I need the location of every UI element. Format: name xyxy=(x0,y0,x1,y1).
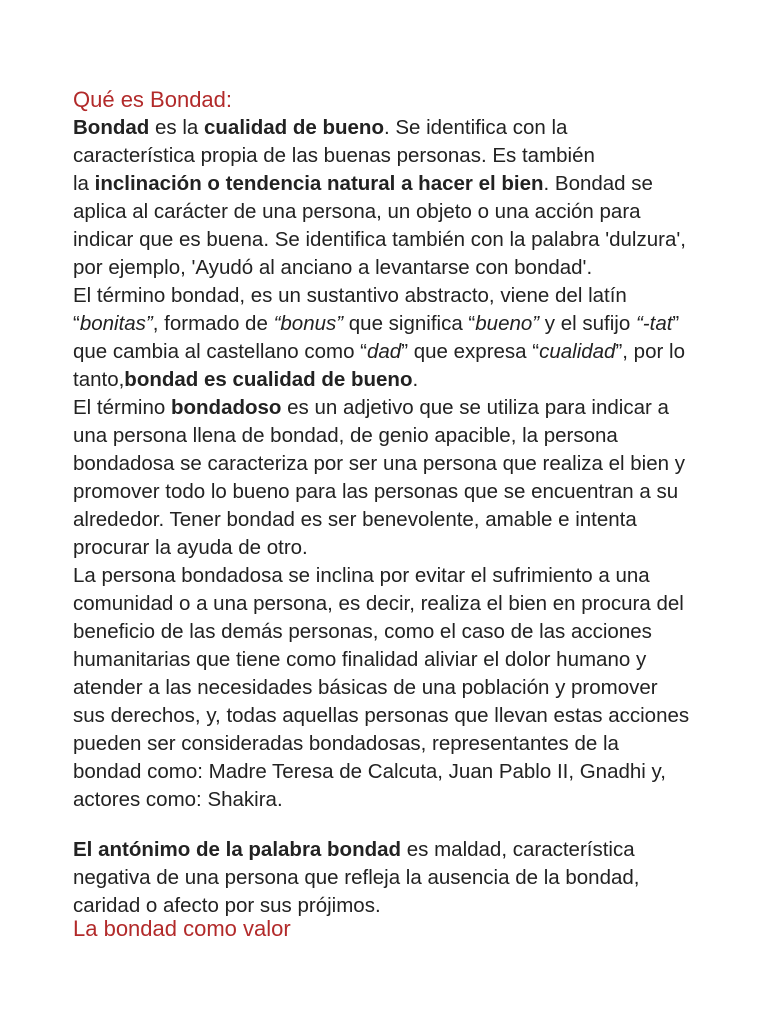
text-run: . Se identifica con la xyxy=(383,116,568,139)
section-heading-kindness-as-value: La bondad como valor xyxy=(73,916,291,941)
text-run: . Bondad se xyxy=(543,172,653,195)
text-line xyxy=(73,310,768,338)
text-line xyxy=(73,170,768,198)
italic-text: cualidad xyxy=(539,340,616,363)
text-run: aplica al carácter de una persona, un objeto o una acción para xyxy=(73,200,641,223)
text-run: ” que expresa “ xyxy=(401,340,540,363)
text-line xyxy=(73,562,768,590)
text-run: . xyxy=(412,368,419,391)
bold-text: El antónimo de la palabra bondad xyxy=(73,838,402,861)
text-line xyxy=(73,282,768,310)
text-run: una persona llena de bondad, de genio apacible, la persona xyxy=(73,424,618,447)
italic-text: dad xyxy=(367,340,402,363)
italic-text: “bonus” xyxy=(273,312,344,335)
text-line xyxy=(73,142,768,170)
text-run: es la xyxy=(149,116,204,139)
text-line xyxy=(73,450,768,478)
text-line xyxy=(73,674,768,702)
text-run: beneficio de las demás personas, como el caso de las acciones xyxy=(73,620,652,643)
text-run: negativa de una persona que refleja la ausencia de la bondad, xyxy=(73,866,640,889)
text-run: El término bondad, es un sustantivo abstracto, viene del latín xyxy=(73,284,627,307)
bold-text: bondad es cualidad de bueno xyxy=(124,368,413,391)
text-run: alrededor. Tener bondad es ser benevolente, amable e intenta xyxy=(73,508,637,531)
text-run: bondad como: Madre Teresa de Calcuta, Juan Pablo II, Gnadhi y, xyxy=(73,760,666,783)
text-line xyxy=(73,394,768,422)
text-run: comunidad o a una persona, es decir, realiza el bien en procura del xyxy=(73,592,684,615)
text-line xyxy=(73,702,768,730)
text-line xyxy=(73,646,768,674)
text-line xyxy=(73,422,768,450)
text-line xyxy=(73,478,768,506)
text-run: promover todo lo bueno para las personas que se encuentran a su xyxy=(73,480,679,503)
text-run: que cambia al castellano como “ xyxy=(73,340,367,363)
text-run: pueden ser consideradas bondadosas, representantes de la xyxy=(73,732,619,755)
text-run: procurar la ayuda de otro. xyxy=(73,536,308,559)
text-line xyxy=(73,864,768,892)
text-line xyxy=(73,338,768,366)
text-run: atender a las necesidades básicas de una población y promover xyxy=(73,676,658,699)
text-run: El término xyxy=(73,396,171,419)
bold-text: inclinación o tendencia natural a hacer el bien xyxy=(94,172,544,195)
text-run: bondadosa se caracteriza por ser una persona que realiza el bien y xyxy=(73,452,685,475)
text-line xyxy=(73,534,768,562)
text-run: es maldad, característica xyxy=(401,838,635,861)
text-run: es un adjetivo que se utiliza para indicar a xyxy=(281,396,669,419)
text-run: por ejemplo, 'Ayudó al anciano a levantarse con bondad'. xyxy=(73,256,593,279)
text-run: caridad o afecto por sus prójimos. xyxy=(73,894,381,917)
text-line xyxy=(73,254,768,282)
italic-text: bonitas” xyxy=(79,312,153,335)
text-run: y el sufijo xyxy=(539,312,636,335)
text-run: sus derechos, y, todas aquellas personas que llevan estas acciones xyxy=(73,704,690,727)
italic-text: bueno” xyxy=(475,312,540,335)
text-run: “ xyxy=(73,312,80,335)
text-run: humanitarias que tiene como finalidad aliviar el dolor humano y xyxy=(73,648,647,671)
text-run: actores como: Shakira. xyxy=(73,788,283,811)
text-line xyxy=(73,730,768,758)
section-heading-what-is-kindness: Qué es Bondad: xyxy=(73,87,233,112)
text-line xyxy=(73,114,768,142)
text-line xyxy=(73,226,768,254)
text-run: la xyxy=(73,172,95,195)
text-line xyxy=(73,590,768,618)
paragraph-definition xyxy=(73,114,768,814)
text-line xyxy=(73,786,768,814)
paragraph-antonym xyxy=(73,836,768,920)
text-run: indicar que es buena. Se identifica también con la palabra 'dulzura', xyxy=(73,228,686,251)
italic-text: “-tat xyxy=(635,312,673,335)
bold-text: cualidad de bueno xyxy=(204,116,384,139)
text-line xyxy=(73,836,768,864)
text-line xyxy=(73,198,768,226)
text-run: ” xyxy=(672,312,680,335)
text-line xyxy=(73,506,768,534)
text-run: característica propia de las buenas personas. Es también xyxy=(73,144,595,167)
text-line xyxy=(73,618,768,646)
bold-text: Bondad xyxy=(73,116,150,139)
text-run: ”, por lo xyxy=(615,340,685,363)
text-line xyxy=(73,758,768,786)
text-run: que significa “ xyxy=(343,312,476,335)
text-run: , formado de xyxy=(152,312,274,335)
text-line xyxy=(73,366,768,394)
bold-text: bondadoso xyxy=(170,396,282,419)
text-run: La persona bondadosa se inclina por evitar el sufrimiento a una xyxy=(73,564,650,587)
text-run: tanto, xyxy=(73,368,125,391)
